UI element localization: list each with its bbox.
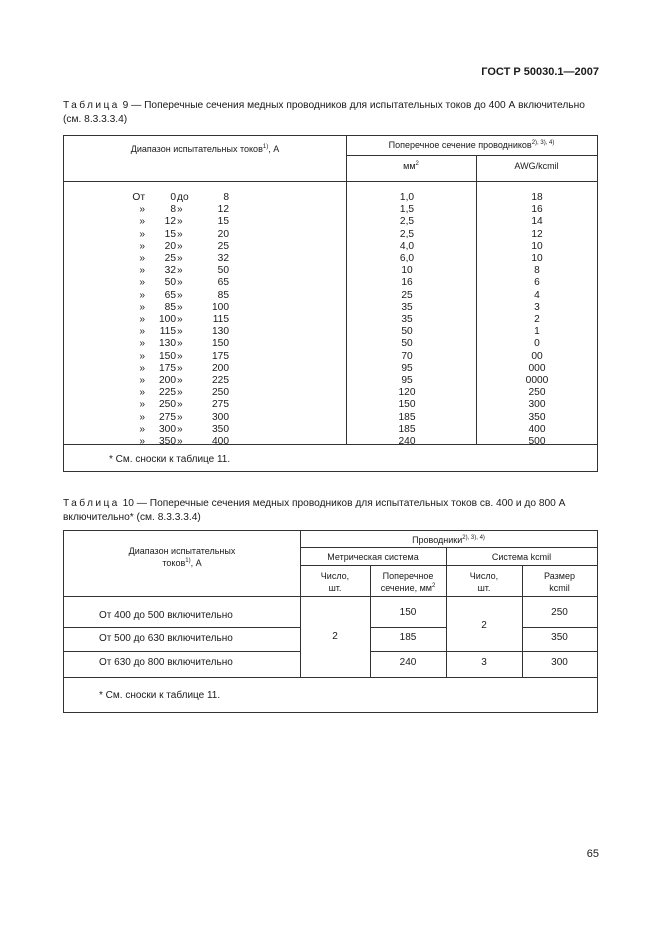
table9-row	[64, 265, 597, 277]
table9-cell-c: до	[177, 192, 189, 203]
table9-cell-mm: 150	[398, 399, 416, 411]
table9-cell-mm: 1,5	[399, 204, 415, 216]
table9-cell-mm: 185	[398, 411, 416, 423]
table9-cell-a: »	[139, 228, 145, 240]
table9-cell-mm: 25	[401, 289, 413, 301]
table9-cell-a: »	[139, 423, 145, 435]
table9-cell-d: 275	[212, 399, 229, 411]
table9-cell-d: 350	[212, 423, 229, 435]
table9-cell-c: »	[177, 228, 183, 240]
table9-cell-mm: 185	[398, 423, 416, 435]
table9-cell-b: 8	[170, 204, 176, 216]
table9-row	[64, 387, 597, 399]
table9-cell-c: »	[177, 265, 183, 277]
table9-cell-mm: 6,0	[399, 253, 415, 264]
table9-cell-a: »	[139, 399, 145, 411]
table9-footnote: * См. сноски к таблице 11.	[109, 454, 231, 465]
table9-cell-awg: 000	[528, 362, 546, 374]
table9-cell-awg: 250	[528, 387, 546, 399]
table10-size-cell: 250	[551, 607, 568, 618]
table9-cell-c: »	[177, 338, 183, 350]
table9-cell-mm: 240	[398, 436, 416, 447]
table9-cell-mm: 95	[401, 362, 413, 374]
table9-cell-mm: 50	[401, 338, 413, 350]
table9-cell-c: »	[177, 423, 183, 435]
table9-cell-b: 50	[164, 277, 176, 289]
table9-cell-d: 175	[212, 350, 229, 362]
table10-header-metric: Метрическая система	[327, 552, 419, 562]
table9-cell-b: 250	[159, 399, 176, 411]
table10-header-range: Диапазон испытательных токов$^{1)}$, А	[128, 546, 236, 568]
table9-header-mm: $мм^2$	[403, 161, 419, 171]
table9-cell-awg: 4	[534, 289, 540, 301]
table9-row	[64, 363, 597, 375]
table9-caption-ref: (см. 8.3.3.3.4)	[63, 114, 128, 125]
table9-row	[64, 229, 597, 241]
table9-cell-b: 65	[164, 289, 176, 301]
table9-caption	[63, 99, 603, 127]
table9-cell-c: »	[177, 375, 183, 386]
table9-cell-d: 50	[217, 265, 229, 277]
table10-caption-ref: включительно* (см. 8.3.3.3.4)	[63, 512, 201, 523]
table9-cell-a: »	[139, 362, 145, 374]
table9-row	[64, 290, 597, 302]
table9	[63, 135, 598, 472]
document-id: ГОСТ Р 50030.1—2007	[481, 66, 599, 78]
table9-cell-d: 25	[217, 240, 229, 252]
table9-row	[64, 436, 597, 448]
table9-cell-a: »	[139, 265, 145, 277]
table9-cell-c: »	[177, 289, 183, 301]
table9-cell-c: »	[177, 411, 183, 423]
table10-header-count-kcmil: Число, шт.	[469, 571, 499, 593]
table10-header-kcmil: Система kcmil	[491, 552, 552, 562]
table9-cell-awg: 00	[531, 350, 543, 362]
table10-kcmil-count: 3	[481, 657, 487, 668]
table10-header-count-metric: Число, шт.	[320, 571, 350, 593]
table9-cell-d: 400	[212, 436, 229, 447]
table9-cell-c: »	[177, 362, 183, 374]
table9-cell-awg: 8	[534, 265, 540, 277]
table9-cell-c: »	[177, 387, 183, 399]
table9-header-section: Поперечное сечение проводников$^{2), 3), 4)}$	[388, 140, 555, 150]
table9-cell-c: »	[177, 301, 183, 313]
table9-cell-awg: 18	[531, 192, 543, 203]
table9-cell-b: 350	[159, 436, 176, 447]
table9-row	[64, 216, 597, 228]
table9-cell-c: »	[177, 216, 183, 228]
table10-caption-word: Таблица	[63, 498, 120, 509]
table9-cell-mm: 1,0	[399, 192, 415, 203]
table9-cell-d: 250	[212, 387, 229, 399]
table9-cell-c: »	[177, 436, 183, 447]
table9-cell-d: 85	[217, 289, 229, 301]
table9-cell-d: 130	[212, 326, 229, 338]
table9-cell-a: »	[139, 277, 145, 289]
table9-cell-c: »	[177, 277, 183, 289]
table9-cell-c: »	[177, 399, 183, 411]
table9-row	[64, 253, 597, 265]
table10-footnote: * См. сноски к таблице 11.	[99, 690, 221, 701]
table9-cell-d: 200	[212, 362, 229, 374]
table9-row	[64, 412, 597, 424]
table9-row	[64, 204, 597, 216]
table9-cell-awg: 6	[534, 277, 540, 289]
table9-cell-c: »	[177, 350, 183, 362]
table9-cell-b: 25	[164, 253, 176, 264]
table9-cell-d: 8	[223, 192, 229, 203]
table9-cell-awg: 350	[528, 411, 546, 423]
table9-row	[64, 351, 597, 363]
table10-header-conductors: Проводники$^{2), 3), 4)}$	[412, 535, 485, 545]
table9-cell-a: »	[139, 240, 145, 252]
table9-cell-b: 0	[170, 192, 176, 203]
table9-row	[64, 314, 597, 326]
table9-cell-d: 65	[217, 277, 229, 289]
table10-section-cell: 240	[399, 657, 417, 668]
table9-cell-awg: 14	[531, 216, 543, 228]
table9-cell-d: 150	[212, 338, 229, 350]
table9-cell-mm: 35	[401, 314, 413, 325]
table9-cell-awg: 3	[534, 301, 540, 313]
table9-cell-c: »	[177, 314, 183, 325]
table9-cell-mm: 2,5	[399, 216, 415, 228]
table9-cell-d: 15	[217, 216, 229, 228]
table9-cell-b: 115	[159, 326, 176, 338]
table9-cell-a: »	[139, 326, 145, 338]
table9-cell-mm: 35	[401, 301, 413, 313]
table9-cell-a: »	[139, 204, 145, 216]
table9-cell-awg: 10	[531, 253, 543, 264]
table9-cell-mm: 50	[401, 326, 413, 338]
table9-cell-c: »	[177, 326, 183, 338]
table9-cell-b: 15	[164, 228, 176, 240]
table10-kcmil-count: 2	[481, 620, 487, 631]
table9-row	[64, 302, 597, 314]
table9-cell-a: »	[139, 253, 145, 264]
table9-cell-c: »	[177, 240, 183, 252]
table10-row-range: От 400 до 500 включительно	[99, 610, 233, 621]
table10-caption	[63, 497, 603, 525]
table9-caption-text: 9 — Поперечные сечения медных проводников для испытательных токов до 400 А включительно	[119, 100, 585, 111]
table9-cell-a: »	[139, 301, 145, 313]
table10	[63, 530, 598, 713]
table9-cell-c: »	[177, 204, 183, 216]
table9-cell-awg: 300	[528, 399, 546, 411]
table9-cell-b: 100	[159, 314, 176, 325]
table9-cell-d: 20	[217, 228, 229, 240]
table9-cell-mm: 16	[401, 277, 413, 289]
table9-cell-a: »	[139, 289, 145, 301]
table9-cell-awg: 0000	[525, 375, 549, 386]
table9-cell-b: 200	[159, 375, 176, 386]
table9-header-awg: AWG/kcmil	[514, 161, 559, 171]
table9-row	[64, 326, 597, 338]
table9-cell-d: 300	[212, 411, 229, 423]
table9-cell-awg: 2	[534, 314, 540, 325]
table9-cell-awg: 16	[531, 204, 543, 216]
table9-cell-b: 150	[159, 350, 176, 362]
table9-row	[64, 338, 597, 350]
table9-cell-awg: 0	[534, 338, 540, 350]
table10-size-cell: 350	[551, 632, 568, 643]
table9-cell-awg: 1	[534, 326, 540, 338]
table9-cell-b: 225	[159, 387, 176, 399]
table9-cell-mm: 120	[398, 387, 416, 399]
table9-cell-d: 12	[217, 204, 229, 216]
table9-cell-d: 225	[212, 375, 229, 386]
table9-row	[64, 399, 597, 411]
table9-cell-mm: 2,5	[399, 228, 415, 240]
table10-size-cell: 300	[551, 657, 568, 668]
table9-cell-b: 85	[164, 301, 176, 313]
table9-cell-b: 20	[164, 240, 176, 252]
table9-row	[64, 192, 597, 204]
table9-cell-b: 130	[159, 338, 176, 350]
table10-row-range: От 630 до 800 включительно	[99, 657, 233, 668]
table9-cell-a: »	[139, 350, 145, 362]
table9-cell-awg: 500	[528, 436, 546, 447]
table10-caption-text: 10 — Поперечные сечения медных проводников для испытательных токов св. 400 и до 800 А	[119, 498, 566, 509]
table9-cell-a: »	[139, 375, 145, 386]
table9-cell-a: »	[139, 338, 145, 350]
table9-cell-d: 115	[212, 314, 229, 325]
table9-cell-a: »	[139, 216, 145, 228]
table9-caption-word: Таблица	[63, 100, 120, 111]
table10-header-section: Поперечное сечение, $мм^2$	[380, 571, 436, 593]
table9-row	[64, 277, 597, 289]
table9-cell-b: 12	[164, 216, 176, 228]
table9-cell-a: От	[132, 192, 145, 203]
table9-cell-awg: 10	[531, 240, 543, 252]
table9-cell-a: »	[139, 314, 145, 325]
table9-cell-mm: 4,0	[399, 240, 415, 252]
table9-row	[64, 424, 597, 436]
table9-row	[64, 241, 597, 253]
table9-cell-d: 100	[212, 301, 229, 313]
table10-header-size: Размер kcmil	[544, 571, 575, 593]
table10-section-cell: 185	[399, 632, 417, 643]
table10-metric-count: 2	[332, 631, 338, 642]
table9-cell-b: 300	[159, 423, 176, 435]
table9-cell-c: »	[177, 253, 183, 264]
table9-cell-a: »	[139, 387, 145, 399]
table9-cell-a: »	[139, 411, 145, 423]
table9-cell-mm: 95	[401, 375, 413, 386]
page-number: 65	[586, 848, 599, 860]
table9-cell-awg: 12	[531, 228, 543, 240]
table9-cell-awg: 400	[528, 423, 546, 435]
table9-cell-d: 32	[217, 253, 229, 264]
table9-header-range: Диапазон испытательных токов$^{1)}$, А	[130, 144, 280, 154]
table10-row-range: От 500 до 630 включительно	[99, 633, 233, 644]
table9-cell-b: 275	[159, 411, 176, 423]
table9-cell-b: 32	[164, 265, 176, 277]
table9-cell-mm: 70	[401, 350, 413, 362]
table9-cell-a: »	[139, 436, 145, 447]
table9-row	[64, 375, 597, 387]
table9-cell-mm: 10	[401, 265, 413, 277]
table9-cell-b: 175	[159, 362, 176, 374]
table10-section-cell: 150	[399, 607, 417, 618]
